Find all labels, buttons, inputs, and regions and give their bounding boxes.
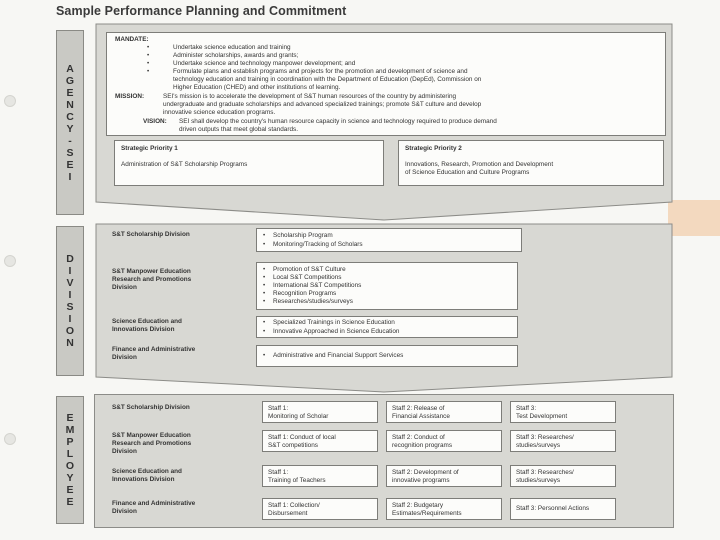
division-functions-box [256,316,518,338]
side-letter: N [66,98,74,111]
side-letter: Y [66,122,74,135]
bullet: • [263,241,266,248]
employee-division-name: Research and Promotions [112,440,192,447]
sp2-title: Strategic Priority 2 [405,145,462,152]
bullet: • [263,298,266,305]
bullet: • [147,52,150,59]
staff-task: Staff 3: Researches/ [516,469,574,476]
staff-task: studies/surveys [516,442,561,449]
staff-task: Staff 3: Personnel Actions [516,505,590,512]
division-function: Monitoring/Tracking of Scholars [273,241,363,248]
division-functions-box [256,228,522,252]
division-name: S&T Scholarship Division [112,231,190,238]
page-tab-marker [668,200,720,236]
mandate-label: MANDATE: [115,36,149,43]
staff-task: Disbursement [268,510,308,517]
employee-division-name: Science Education and [112,468,182,475]
bullet: • [263,274,266,281]
side-letter: S [66,146,74,159]
side-letter: V [66,277,74,289]
staff-2-task-box [386,498,502,520]
division-name: Finance and Administrative [112,346,196,353]
staff-1-task-box [262,430,378,452]
side-letter: E [66,412,74,424]
mandate-item: Administer scholarships, awards and grants; [173,52,299,59]
staff-1-task-box [262,401,378,423]
division-function: Local S&T Competitions [273,274,342,281]
side-letter: G [65,74,75,87]
division-side-label [56,226,84,376]
strategic-priority-1-box [114,140,384,186]
staff-task: studies/surveys [516,477,561,484]
sp1-title: Strategic Priority 1 [121,145,178,152]
sp1-text: Administration of S&T Scholarship Programs [121,161,248,168]
division-function: Specialized Trainings in Science Education [273,319,395,326]
side-letter: E [66,484,74,496]
division-function: Recognition Programs [273,290,337,297]
staff-task: recognition programs [392,442,453,449]
division-function: Scholarship Program [273,232,333,239]
side-letter: I [68,170,72,183]
staff-1-task-box [262,498,378,520]
punch-hole [4,255,16,267]
bullet: • [147,68,150,75]
staff-3-task-box [510,498,616,520]
side-letter: A [66,62,74,75]
staff-2-task-box [386,401,502,423]
staff-task: Staff 3: Researches/ [516,434,574,441]
division-functions-box [256,262,518,310]
mission-line: innovative science education programs. [163,109,276,116]
bullet: • [147,44,150,51]
employee-division-name: Division [112,448,137,455]
bullet: • [263,319,266,326]
sp2-text: Innovations, Research, Promotion and Development [405,161,554,168]
side-letter: P [66,436,74,448]
staff-3-task-box [510,465,616,487]
division-function: Administrative and Financial Support Services [273,352,404,359]
side-letter: S [66,301,74,313]
staff-task: Staff 1: Collection/ [268,502,320,509]
staff-task: Test Development [516,413,568,420]
staff-task: Staff 1: Conduct of local [268,434,336,441]
side-letter: I [68,313,72,325]
division-name: Division [112,354,137,361]
side-letter: I [68,289,72,301]
punch-hole [4,95,16,107]
bullet: • [263,328,266,335]
staff-2-task-box [386,430,502,452]
side-letter: L [66,448,74,460]
side-letter: O [65,460,75,472]
bullet: • [263,282,266,289]
side-letter: I [68,265,72,277]
side-letter: C [66,110,74,123]
bullet: • [263,352,266,359]
staff-1-task-box [262,465,378,487]
bullet: • [147,60,150,67]
side-letter: N [66,337,74,349]
staff-task: Staff 2: Release of [392,405,445,412]
division-functions-box [256,345,518,367]
bullet: • [263,232,266,239]
employee-division-name: S&T Manpower Education [112,432,191,439]
staff-task: S&T competitions [268,442,318,449]
side-letter: D [66,253,74,265]
division-name: Division [112,284,137,291]
side-letter: - [68,134,72,147]
side-letter: M [65,424,75,436]
mandate-item: Formulate plans and establish programs and projects for the promotion and development of science and [173,68,468,75]
employee-division-name: Division [112,508,137,515]
staff-3-task-box [510,430,616,452]
sp2-text: of Science Education and Culture Programs [405,169,530,176]
side-letter: O [65,325,75,337]
mandate-item: technology education and training in coordination with the Department of Education (DepEd), Commission on [173,76,482,83]
staff-task: Training of Teachers [268,477,326,484]
employee-division-name: Innovations Division [112,476,175,483]
side-letter: E [66,86,74,99]
division-function: Innovative Approached in Science Education [273,328,400,335]
agency-side-label [56,30,84,215]
staff-2-task-box [386,465,502,487]
mandate-mission-vision-box [106,32,666,136]
staff-task: Staff 3: [516,405,537,412]
mission-line: undergraduate and graduate scholarships and advanced specialized trainings; promote S&T culture and develop [163,101,482,108]
mandate-item: Higher Education (CHED) and other institutions of learning. [173,84,341,91]
employee-division-name: Finance and Administrative [112,500,196,507]
mandate-item: Undertake science education and training [173,44,291,51]
division-name: S&T Manpower Education [112,268,191,275]
division-name: Research and Promotions [112,276,192,283]
vision-line: driven outputs that meet global standards. [179,126,299,133]
bullet: • [263,266,266,273]
staff-task: Staff 1: [268,405,289,412]
mission-line: SEI's mission is to accelerate the development of S&T human resources of the country by administering [163,93,457,100]
staff-task: Staff 2: Budgetary [392,502,444,509]
bullet: • [263,290,266,297]
staff-task: Staff 2: Development of [392,469,459,476]
side-letter: E [66,496,74,508]
staff-task: Staff 1: [268,469,289,476]
vision-line: SEI shall develop the country's human resource capacity in science and technology required to produce demand [179,118,497,125]
vision-label: VISION: [143,118,167,125]
division-function: Researches/studies/surveys [273,298,353,305]
mandate-item: Undertake science and technology manpower development; and [173,60,356,67]
page-title: Sample Performance Planning and Commitment [56,4,347,18]
staff-task: Financial Assistance [392,413,450,420]
staff-task: innovative programs [392,477,450,484]
staff-task: Monitoring of Scholar [268,413,329,420]
mission-label: MISSION: [115,93,145,100]
strategic-priority-2-box [398,140,664,186]
division-name: Innovations Division [112,326,175,333]
division-function: Promotion of S&T Culture [273,266,346,273]
side-letter: E [66,158,74,171]
employee-division-name: S&T Scholarship Division [112,404,190,411]
side-letter: Y [66,472,74,484]
punch-hole [4,433,16,445]
staff-task: Staff 2: Conduct of [392,434,445,441]
staff-3-task-box [510,401,616,423]
division-name: Science Education and [112,318,182,325]
division-function: International S&T Competitions [273,282,362,289]
employee-side-label [56,396,84,524]
staff-task: Estimates/Requirements [392,510,462,517]
